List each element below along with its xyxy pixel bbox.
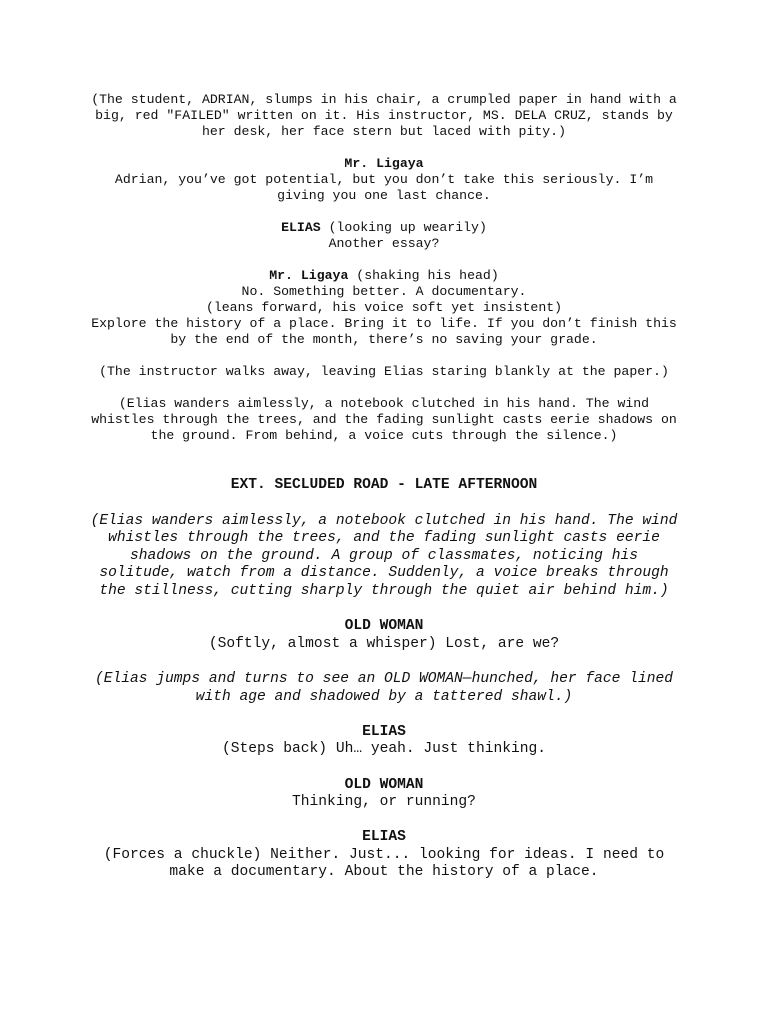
dialogue-elias-2 <box>90 724 678 759</box>
dialogue-old-woman-1 <box>90 618 678 653</box>
dialogue-line: Adrian, you’ve got potential, but you don’t take this seriously. I’m giving you one last chance. <box>114 172 654 203</box>
character-name: Mr. Ligaya <box>344 156 424 171</box>
character-name: OLD WOMAN <box>344 618 424 635</box>
action-elias-wanders: (Elias wanders aimlessly, a notebook clutched in his hand. The wind whistles through the trees, and the fading sunlight casts eerie shadows on the ground. From behind, a voice cuts through the silence.) <box>91 396 677 443</box>
character-name: ELIAS <box>362 723 406 740</box>
dialogue-line: (Forces a chuckle) Neither. Just... looking for ideas. I need to make a documentary. About the history of a place. <box>103 846 665 881</box>
dialogue-line: Thinking, or running? <box>292 794 476 811</box>
dialogue-line: No. Something better. A documentary. <box>241 284 527 299</box>
dialogue-line: Explore the history of a place. Bring it to life. If you don’t finish this by the end of the month, there’s no saving your grade. <box>91 316 677 347</box>
dialogue-line: (Softly, almost a whisper) Lost, are we? <box>208 635 560 652</box>
parenthetical: (shaking his head) <box>348 268 499 283</box>
character-cue <box>90 220 678 236</box>
section-classroom <box>90 92 678 444</box>
character-cue <box>90 268 678 284</box>
dialogue-old-woman-2 <box>90 777 678 812</box>
character-name: OLD WOMAN <box>344 776 424 793</box>
character-name: ELIAS <box>362 829 406 846</box>
action-old-woman-appears: (Elias jumps and turns to see an OLD WOMAN—hunched, her face lined with age and shadowed by a tattered shawl.) <box>94 670 673 705</box>
dialogue-elias-3 <box>90 829 678 882</box>
dialogue-ligaya-1 <box>90 156 678 204</box>
character-name: Mr. Ligaya <box>269 268 349 283</box>
parenthetical: (leans forward, his voice soft yet insistent) <box>205 300 563 315</box>
dialogue-ligaya-2 <box>90 268 678 348</box>
action-road: (Elias wanders aimlessly, a notebook clutched in his hand. The wind whistles through the trees, and the fading sunlight casts eerie shadows on the ground. A group of classmates, noticing his solitude, watch from a distance. Suddenly, a voice breaks through the stillness, cutting sharply through the quiet air behind him.) <box>90 512 678 599</box>
action-instructor-leaves: (The instructor walks away, leaving Elias staring blankly at the paper.) <box>99 364 669 379</box>
dialogue-line: (Steps back) Uh… yeah. Just thinking. <box>221 741 547 758</box>
dialogue-elias-1 <box>90 220 678 252</box>
screenplay-page <box>90 92 678 882</box>
dialogue-line: Another essay? <box>328 236 440 251</box>
scene-heading: EXT. SECLUDED ROAD - LATE AFTERNOON <box>230 477 538 493</box>
section-road <box>90 477 678 882</box>
parenthetical: (looking up wearily) <box>320 220 487 235</box>
action-opening: (The student, ADRIAN, slumps in his chair, a crumpled paper in hand with a big, red "FAILED" written on it. His instructor, MS. DELA CRUZ, stands by her desk, her face stern but laced with pity.) <box>91 92 677 139</box>
character-name: ELIAS <box>281 220 321 235</box>
